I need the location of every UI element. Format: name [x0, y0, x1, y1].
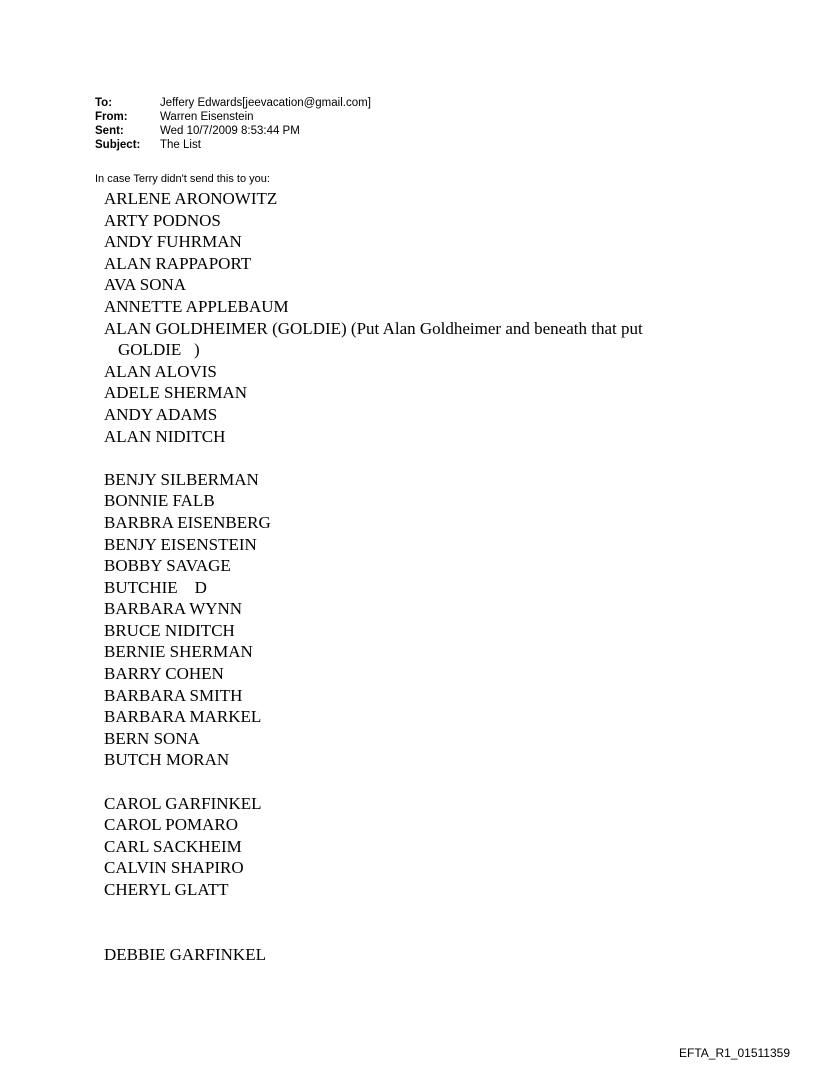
from-row: [95, 110, 371, 124]
name-list: [104, 188, 724, 965]
from-value: Warren Eisenstein: [160, 111, 254, 123]
list-item: BENJY EISENSTEIN: [104, 534, 257, 554]
subject-value: The List: [160, 139, 201, 151]
intro-text: In case Terry didn't send this to you:: [95, 173, 270, 185]
document-id: EFTA_R1_01511359: [679, 1046, 790, 1060]
group-spacer: [104, 447, 724, 469]
to-row: [95, 96, 371, 110]
list-item: ALAN ALOVIS: [104, 361, 217, 381]
list-item: ARTY PODNOS: [104, 210, 221, 230]
list-item: ANNETTE APPLEBAUM: [104, 296, 289, 316]
list-item: BRUCE NIDITCH: [104, 620, 235, 640]
list-item: ADELE SHERMAN: [104, 383, 248, 403]
list-item: CHERYL GLATT: [104, 880, 229, 899]
list-item: BENJY SILBERMAN: [104, 469, 259, 489]
sent-row: [95, 124, 371, 138]
list-item: BOBBY SAVAGE: [104, 556, 231, 576]
list-item: BONNIE FALB: [104, 491, 215, 511]
list-item: BERN SONA: [104, 728, 200, 748]
sent-value: Wed 10/7/2009 8:53:44 PM: [160, 125, 300, 137]
email-header: [95, 96, 371, 152]
list-item: BUTCHIE D: [104, 577, 207, 597]
from-label: From:: [95, 111, 128, 123]
list-item: BARBRA EISENBERG: [104, 512, 271, 532]
group-spacer: [104, 901, 724, 944]
list-item: CAROL GARFINKEL: [104, 793, 262, 813]
list-item: ALAN RAPPAPORT: [104, 253, 252, 273]
list-item: CARL SACKHEIM: [104, 836, 242, 856]
list-item: CALVIN SHAPIRO: [104, 858, 244, 878]
list-item: AVA SONA: [104, 275, 187, 295]
to-label: To:: [95, 97, 113, 109]
subject-row: [95, 138, 371, 152]
list-item: BUTCH MORAN: [104, 750, 230, 770]
subject-label: Subject:: [95, 139, 141, 151]
list-item: BERNIE SHERMAN: [104, 642, 253, 662]
list-item: ALAN GOLDHEIMER (GOLDIE) (Put Alan Goldheimer and beneath that put: [104, 318, 643, 338]
list-item-continuation: GOLDIE ): [118, 340, 200, 360]
list-item: DEBBIE GARFINKEL: [104, 944, 266, 964]
list-item: ARLENE ARONOWITZ: [104, 189, 278, 208]
list-item: BARBARA SMITH: [104, 685, 243, 705]
list-item: ANDY ADAMS: [104, 404, 218, 424]
to-value: Jeffery Edwards[jeevacation@gmail.com]: [160, 97, 371, 109]
list-item: BARBARA MARKEL: [104, 707, 262, 727]
list-item: ALAN NIDITCH: [104, 426, 226, 446]
list-item: BARRY COHEN: [104, 664, 224, 684]
list-item: BARBARA WYNN: [104, 599, 243, 619]
sent-label: Sent:: [95, 125, 124, 137]
list-item: ANDY FUHRMAN: [104, 232, 242, 252]
list-item: CAROL POMARO: [104, 815, 238, 835]
group-spacer: [104, 771, 724, 793]
